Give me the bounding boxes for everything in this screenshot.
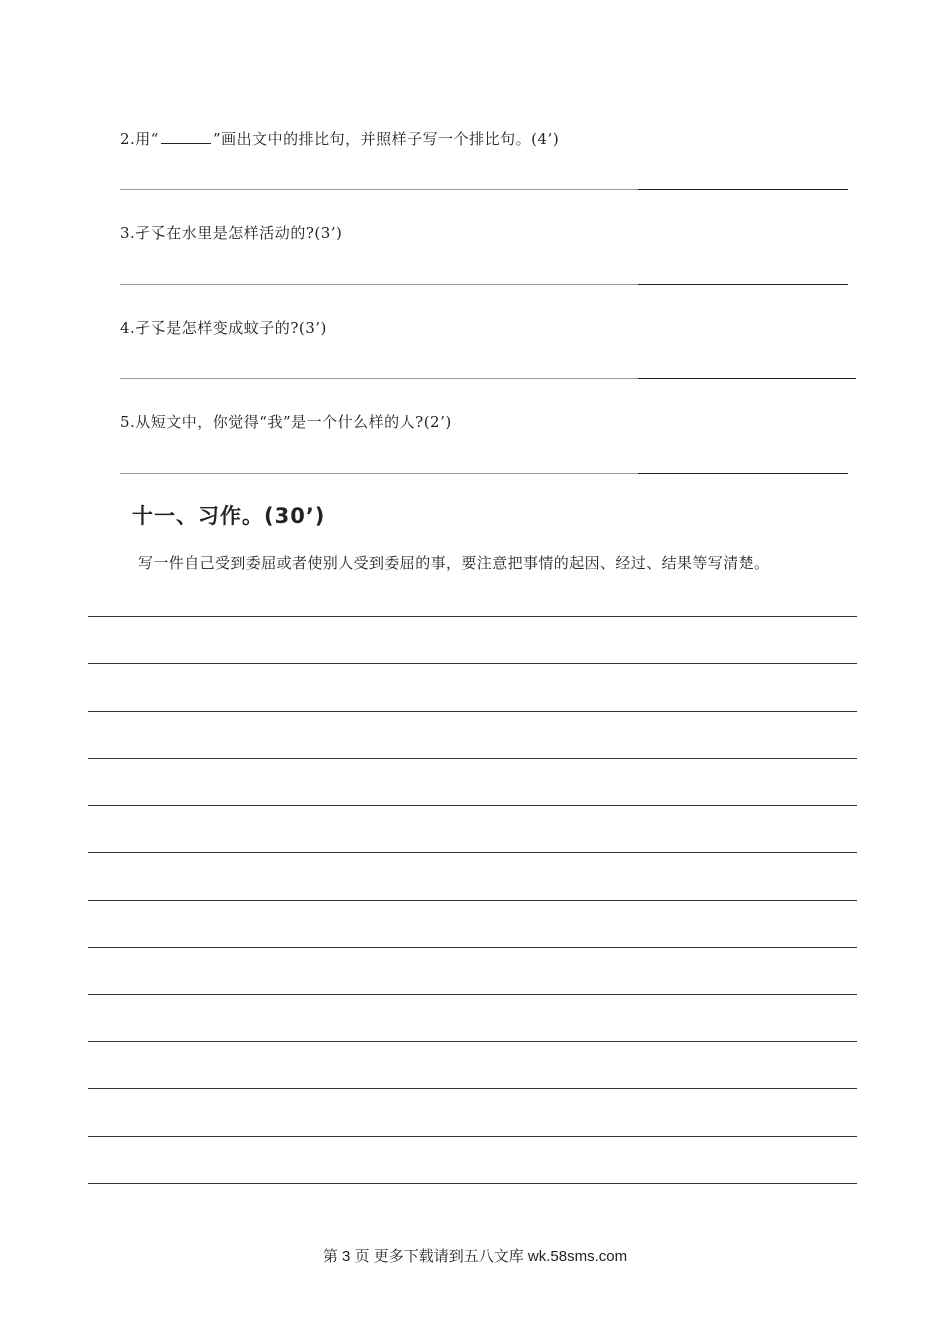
writing-line[interactable] — [88, 1183, 857, 1184]
answer-line-solid — [638, 378, 856, 379]
writing-line[interactable] — [88, 900, 857, 901]
question-3: 3.孑孓在水里是怎样活动的?(3’) — [120, 224, 343, 242]
answer-line-dotted — [120, 189, 638, 190]
writing-line[interactable] — [88, 711, 857, 712]
writing-line[interactable] — [88, 663, 857, 664]
question-2 — [120, 128, 559, 149]
inline-blank — [161, 131, 211, 144]
writing-line[interactable] — [88, 758, 857, 759]
writing-line[interactable] — [88, 1088, 857, 1089]
answer-line-solid — [638, 473, 848, 474]
answer-line-solid — [638, 284, 848, 285]
answer-line-dotted — [120, 473, 638, 474]
writing-line[interactable] — [88, 616, 857, 617]
page-footer: 第 3 页 更多下载请到五八文库 wk.58sms.com — [322, 1248, 628, 1265]
writing-line[interactable] — [88, 1136, 857, 1137]
answer-line-solid — [638, 189, 848, 190]
question-4: 4.孑孓是怎样变成蚊子的?(3’) — [120, 319, 327, 337]
question-2-text-start: 2.用“ — [120, 130, 159, 148]
section-title: 十一、习作。(30’) — [132, 504, 326, 528]
writing-line[interactable] — [88, 1041, 857, 1042]
question-2-text-end: ”画出文中的排比句，并照样子写一个排比句。(4’) — [212, 130, 560, 148]
answer-line-dotted — [120, 284, 638, 285]
answer-line-dotted — [120, 378, 638, 379]
writing-line[interactable] — [88, 947, 857, 948]
writing-line[interactable] — [88, 994, 857, 995]
writing-line[interactable] — [88, 805, 857, 806]
writing-prompt: 写一件自己受到委屈或者使别人受到委屈的事，要注意把事情的起因、经过、结果等写清楚。 — [138, 554, 770, 572]
writing-line[interactable] — [88, 852, 857, 853]
question-5: 5.从短文中，你觉得“我”是一个什么样的人?(2’) — [120, 413, 452, 431]
